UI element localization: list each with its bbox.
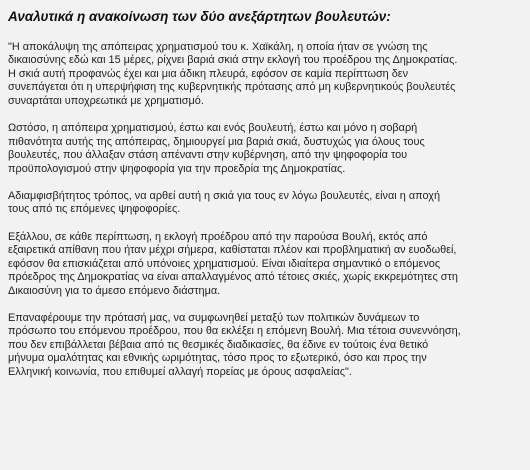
paragraph-line: εφόσον θα επισκιάζεται από υπόνοιες χρηματισμού. Είναι ιδιαίτερα σημαντικό ο επόμενος: [8, 257, 441, 270]
article-heading: Αναλυτικά η ανακοίνωση των δύο ανεξάρτητων βουλευτών:: [8, 9, 391, 24]
paragraph-line: Ελληνική κοινωνία, που επιθυμεί αλλαγή πορείας με όρους ασφαλείας".: [8, 365, 352, 378]
paragraph-line: μήνυμα ομαλότητας και εθνικής ωριμότητας, τόσο προς το εξωτερικό, όσο και προς την: [8, 352, 427, 365]
paragraph-line: "Η αποκάλυψη της απόπειρας χρηματισμού του κ. Χαϊκάλη, η οποία ήταν σε γνώση της: [8, 41, 428, 53]
statement-paragraph-5: [8, 312, 518, 379]
paragraph-line: που δεν επιβάλλεται βέβαια από τις θεσμικές διαδικασίες, θα έδινε εν τούτοις ένα θετικό: [8, 338, 429, 351]
paragraph-line: Εξάλλου, σε κάθε περίπτωση, η εκλογή προέδρου από την παρούσα Βουλή, εκτός από: [8, 230, 428, 243]
paragraph-line: Δικαιοσύνη για το άμεσο επόμενο διάστημα.: [8, 284, 221, 297]
paragraph-line: εξαιρετικά απίθανη που ήταν μέχρι σήμερα, καθίσταται πλέον και προβληματική αν ευοδωθεί,: [8, 244, 457, 257]
statement-paragraph-3: [8, 190, 518, 217]
paragraph-line: Ωστόσο, η απόπειρα χρηματισμού, έστω και ενός βουλευτή, έστω και μόνο η σοβαρή: [8, 122, 418, 135]
statement-paragraph-1: [8, 41, 518, 108]
paragraph-line: Αδιαμφισβήτητος τρόπος, να αρθεί αυτή η σκιά για τους εν λόγω βουλευτές, είναι η αποχή: [8, 189, 441, 202]
paragraph-line: συνεπάγεται ότι η υπερψήφιση της κυβερνητικής πρότασης από μη κυβερνητικούς βουλευτές: [8, 81, 456, 94]
statement-paragraph-4: [8, 231, 518, 298]
paragraph-line: Επαναφέρουμε την πρότασή μας, να συμφωνηθεί μεταξύ των πολιτικών δυνάμεων το: [8, 312, 420, 324]
paragraph-line: προϋπολογισμού στην ψηφοφορία για την προεδρία της Δημοκρατίας.: [8, 162, 346, 175]
paragraph-line: δικαιοσύνης εδώ και 15 μέρες, ρίχνει βαριά σκιά στην εκλογή του προέδρου της Δημοκρατίας.: [8, 54, 458, 67]
paragraph-line: πρόεδρος της Δημοκρατίας να είναι απαλλαγμένος από τέτοιες σκιές, χωρίς εκκρεμότητες στη: [8, 271, 458, 284]
paragraph-line: Η σκιά αυτή προφανώς έχει και μια άδικη πλευρά, εφόσον σε καμία περίπτωση δεν: [8, 67, 409, 80]
statement-paragraph-2: [8, 122, 518, 176]
statement-body: [8, 41, 518, 379]
paragraph-line: πιθανότητα αυτής της απόπειρας, δημιουργεί μια βαριά σκιά, δυστυχώς για όλους τους: [8, 135, 425, 148]
paragraph-line: τους από τις επόμενες ψηφοφορίες.: [8, 203, 181, 216]
paragraph-line: βουλευτές, που άλλαξαν στάση απέναντι στην κυβέρνηση, από την ψηφοφορία του: [8, 149, 408, 162]
paragraph-line: συναρτάται υποχρεωτικά με χρηματισμό.: [8, 94, 204, 107]
paragraph-line: πρόσωπο του επόμενου προέδρου, που θα εκλέξει η επόμενη Βουλή. Μια τέτοια συνεννόηση,: [8, 325, 461, 338]
